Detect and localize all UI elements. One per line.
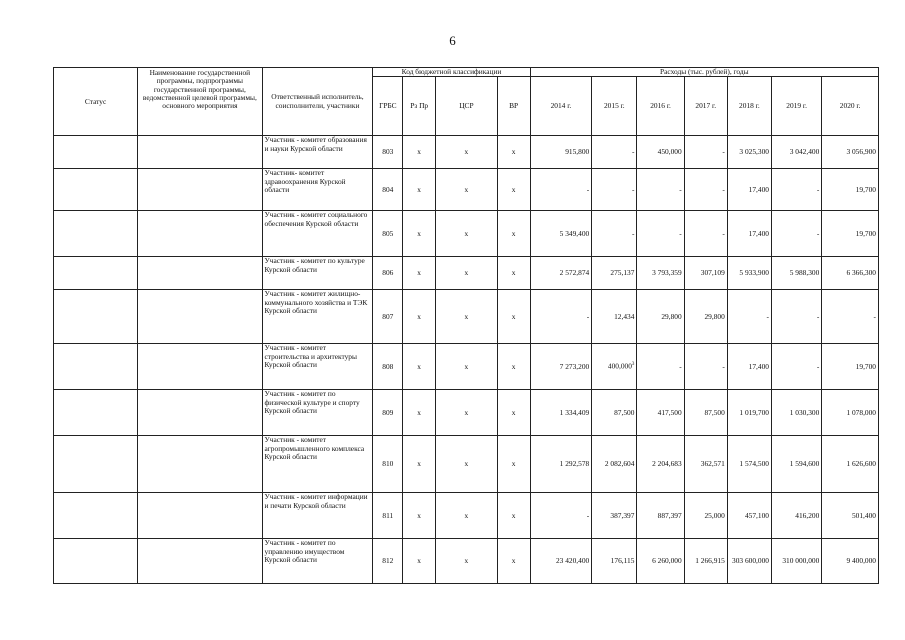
program-name-cell: [138, 390, 262, 436]
expense-cell: 400,000$^3$: [592, 344, 637, 390]
expense-cell: 387,397: [592, 493, 637, 539]
status-cell: [54, 211, 138, 257]
status-cell: [54, 390, 138, 436]
expense-cell: 2 572,874: [530, 257, 592, 290]
expense-cell: 3 793,359: [637, 257, 684, 290]
expense-cell: 23 420,400: [530, 539, 592, 584]
status-cell: [54, 493, 138, 539]
vr-cell: х: [497, 344, 530, 390]
header-expenses: Расходы (тыс. рублей), годы: [530, 68, 878, 77]
header-rzpr: Рз Пр: [403, 77, 436, 136]
expense-cell: -: [771, 290, 821, 344]
status-cell: [54, 136, 138, 169]
status-cell: [54, 436, 138, 493]
header-vr: ВР: [497, 77, 530, 136]
executor-cell: Участник - комитет образования и науки Курской области: [262, 136, 373, 169]
rzpr-cell: х: [403, 257, 436, 290]
rzpr-cell: х: [403, 290, 436, 344]
expense-cell: 310 000,000: [771, 539, 821, 584]
expense-cell: 915,800: [530, 136, 592, 169]
program-name-cell: [138, 136, 262, 169]
status-cell: [54, 257, 138, 290]
grbs-cell: 805: [373, 211, 403, 257]
table-row: [54, 290, 879, 344]
expense-cell: 1 626,600: [822, 436, 879, 493]
header-year-2015: 2015 г.: [592, 77, 637, 136]
expense-cell: 1 019,700: [727, 390, 771, 436]
expense-cell: -: [771, 344, 821, 390]
vr-cell: х: [497, 169, 530, 211]
expense-cell: 3 042,400: [771, 136, 821, 169]
expense-cell: 19,700: [822, 169, 879, 211]
expense-cell: 5 933,900: [727, 257, 771, 290]
header-year-2014: 2014 г.: [530, 77, 592, 136]
page-number: 6: [449, 33, 456, 48]
table-row: [54, 539, 879, 584]
expense-cell: 2 204,683: [637, 436, 684, 493]
expense-cell: 7 273,200: [530, 344, 592, 390]
expense-cell: 29,800: [637, 290, 684, 344]
vr-cell: х: [497, 436, 530, 493]
expense-cell: 1 030,300: [771, 390, 821, 436]
expense-cell: 416,200: [771, 493, 821, 539]
csr-cell: х: [436, 211, 498, 257]
rzpr-cell: х: [403, 436, 436, 493]
expense-cell: 19,700: [822, 344, 879, 390]
expense-cell: -: [727, 290, 771, 344]
vr-cell: х: [497, 539, 530, 584]
header-csr: ЦСР: [436, 77, 498, 136]
expense-cell: 5 349,400: [530, 211, 592, 257]
table-row: [54, 257, 879, 290]
program-name-cell: [138, 290, 262, 344]
rzpr-cell: х: [403, 539, 436, 584]
csr-cell: х: [436, 169, 498, 211]
expense-cell: 5 988,300: [771, 257, 821, 290]
grbs-cell: 807: [373, 290, 403, 344]
csr-cell: х: [436, 136, 498, 169]
vr-cell: х: [497, 290, 530, 344]
vr-cell: х: [497, 257, 530, 290]
program-name-cell: [138, 211, 262, 257]
program-name-cell: [138, 344, 262, 390]
executor-cell: Участник - комитет жилищно-коммунального хозяйства и ТЭК Курской области: [262, 290, 373, 344]
table-row: [54, 136, 879, 169]
expense-cell: 17,400: [727, 169, 771, 211]
expense-cell: -: [771, 211, 821, 257]
rzpr-cell: х: [403, 136, 436, 169]
expense-cell: 362,571: [684, 436, 727, 493]
table-row: [54, 390, 879, 436]
vr-cell: х: [497, 390, 530, 436]
expense-cell: 9 400,000: [822, 539, 879, 584]
table-row: [54, 493, 879, 539]
expense-cell: -: [684, 136, 727, 169]
table-row: [54, 211, 879, 257]
rzpr-cell: х: [403, 390, 436, 436]
expense-cell: 87,500: [592, 390, 637, 436]
status-cell: [54, 344, 138, 390]
expense-cell: 19,700: [822, 211, 879, 257]
expense-cell: -: [592, 169, 637, 211]
header-status: Статус: [54, 68, 138, 136]
expense-cell: -: [637, 344, 684, 390]
expense-cell: 29,800: [684, 290, 727, 344]
grbs-cell: 812: [373, 539, 403, 584]
expense-cell: -: [822, 290, 879, 344]
csr-cell: х: [436, 390, 498, 436]
expense-cell: 303 600,000: [727, 539, 771, 584]
expense-cell: -: [592, 136, 637, 169]
expense-cell: 1 292,578: [530, 436, 592, 493]
executor-cell: Участник - комитет по управлению имуществом Курской области: [262, 539, 373, 584]
expense-cell: -: [684, 344, 727, 390]
grbs-cell: 809: [373, 390, 403, 436]
expense-cell: 3 025,300: [727, 136, 771, 169]
header-program-name: Наименование государственной программы, подпрограммы государственной программы, ведомственной целевой программы, основного мероприятия: [138, 68, 262, 136]
executor-cell: Участник - комитет агропромышленного комплекса Курской области: [262, 436, 373, 493]
expense-cell: 12,434: [592, 290, 637, 344]
vr-cell: х: [497, 211, 530, 257]
program-name-cell: [138, 493, 262, 539]
executor-cell: Участник - комитет по физической культуре и спорту Курской области: [262, 390, 373, 436]
expense-cell: -: [637, 211, 684, 257]
expense-cell: 501,400: [822, 493, 879, 539]
csr-cell: х: [436, 257, 498, 290]
table-row: [54, 169, 879, 211]
csr-cell: х: [436, 290, 498, 344]
header-year-2016: 2016 г.: [637, 77, 684, 136]
rzpr-cell: х: [403, 169, 436, 211]
csr-cell: х: [436, 539, 498, 584]
executor-cell: Участник - комитет по культуре Курской области: [262, 257, 373, 290]
expense-cell: -: [771, 169, 821, 211]
rzpr-cell: х: [403, 211, 436, 257]
header-year-2017: 2017 г.: [684, 77, 727, 136]
executor-cell: Участник - комитет социального обеспечения Курской области: [262, 211, 373, 257]
expense-cell: 887,397: [637, 493, 684, 539]
status-cell: [54, 539, 138, 584]
expense-cell: -: [684, 169, 727, 211]
executor-cell: Участник- комитет здравоохранения Курской области: [262, 169, 373, 211]
csr-cell: х: [436, 344, 498, 390]
expense-cell: 87,500: [684, 390, 727, 436]
expense-cell: 17,400: [727, 211, 771, 257]
vr-cell: х: [497, 136, 530, 169]
expense-cell: 2 082,604: [592, 436, 637, 493]
table-row: [54, 344, 879, 390]
budget-table: [53, 67, 879, 584]
expense-cell: 176,115: [592, 539, 637, 584]
expense-cell: 307,109: [684, 257, 727, 290]
expense-cell: 1 594,600: [771, 436, 821, 493]
rzpr-cell: х: [403, 493, 436, 539]
expense-cell: 417,500: [637, 390, 684, 436]
expense-cell: 1 334,409: [530, 390, 592, 436]
grbs-cell: 806: [373, 257, 403, 290]
expense-cell: 6 260,000: [637, 539, 684, 584]
expense-cell: -: [637, 169, 684, 211]
header-year-2018: 2018 г.: [727, 77, 771, 136]
expense-cell: 450,000: [637, 136, 684, 169]
table-body: [54, 136, 879, 584]
expense-cell: -: [530, 169, 592, 211]
header-executor: Ответственный исполнитель, соисполнители, участники: [262, 68, 373, 136]
expense-cell: -: [684, 211, 727, 257]
program-name-cell: [138, 169, 262, 211]
expense-cell: 17,400: [727, 344, 771, 390]
table-row: [54, 436, 879, 493]
status-cell: [54, 169, 138, 211]
expense-cell: 457,100: [727, 493, 771, 539]
grbs-cell: 808: [373, 344, 403, 390]
expense-cell: 1 078,000: [822, 390, 879, 436]
status-cell: [54, 290, 138, 344]
header-budget-code: Код бюджетной классификации: [373, 68, 530, 77]
expense-cell: 1 266,915: [684, 539, 727, 584]
expense-cell: 1 574,500: [727, 436, 771, 493]
executor-cell: Участник - комитет строительства и архитектуры Курской области: [262, 344, 373, 390]
csr-cell: х: [436, 493, 498, 539]
expense-cell: -: [530, 290, 592, 344]
header-grbs: ГРБС: [373, 77, 403, 136]
expense-cell: 25,000: [684, 493, 727, 539]
program-name-cell: [138, 257, 262, 290]
expense-cell: -: [530, 493, 592, 539]
expense-cell: 3 056,900: [822, 136, 879, 169]
executor-cell: Участник - комитет информации и печати Курской области: [262, 493, 373, 539]
program-name-cell: [138, 436, 262, 493]
grbs-cell: 811: [373, 493, 403, 539]
header-year-2019: 2019 г.: [771, 77, 821, 136]
program-name-cell: [138, 539, 262, 584]
header-year-2020: 2020 г.: [822, 77, 879, 136]
footnote-mark: 3: [631, 362, 635, 368]
grbs-cell: 804: [373, 169, 403, 211]
grbs-cell: 803: [373, 136, 403, 169]
expense-cell: -: [592, 211, 637, 257]
csr-cell: х: [436, 436, 498, 493]
rzpr-cell: х: [403, 344, 436, 390]
vr-cell: х: [497, 493, 530, 539]
expense-cell: 6 366,300: [822, 257, 879, 290]
expense-cell: 275,137: [592, 257, 637, 290]
grbs-cell: 810: [373, 436, 403, 493]
